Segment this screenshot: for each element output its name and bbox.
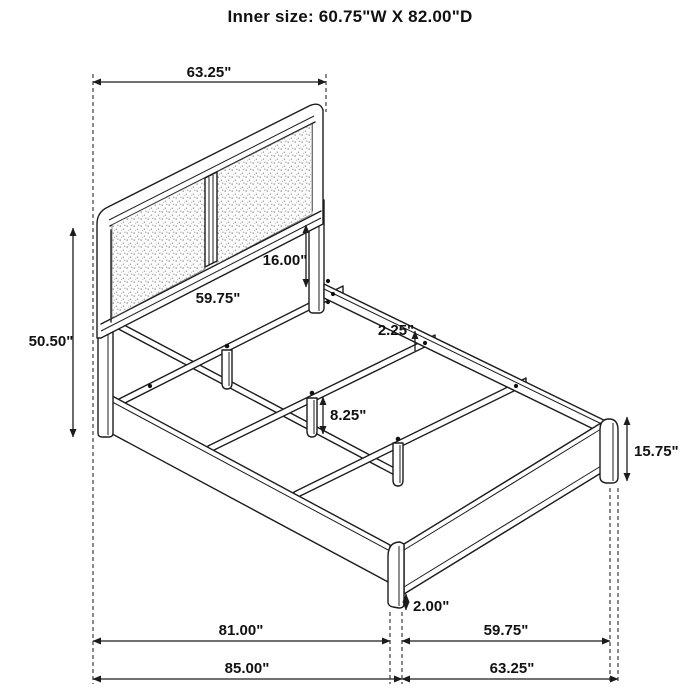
dim-label-inner-depth: 81.00" xyxy=(218,622,264,639)
inner-size-title: Inner size: 60.75"W X 82.00"D xyxy=(227,7,473,26)
dim-foot-leg-clearance xyxy=(406,594,449,615)
dim-headboard-width-top xyxy=(93,64,326,82)
footboard-panel xyxy=(404,423,601,594)
dim-headboard-inner-width xyxy=(196,290,241,307)
dim-footboard-inner-width xyxy=(402,622,610,641)
headboard-center-stile xyxy=(205,172,217,267)
dim-inner-depth xyxy=(93,622,390,641)
dim-label-foot-leg-clearance: 2.00" xyxy=(413,598,450,615)
center-support-leg-1 xyxy=(222,350,232,389)
dim-label-footboard-outer-width: 63.25" xyxy=(489,660,535,677)
dim-label-headboard-width: 63.25" xyxy=(186,64,232,81)
dim-label-headboard-inner-width: 59.75" xyxy=(195,290,241,307)
dim-label-footboard-height: 15.75" xyxy=(634,443,679,460)
dim-label-panel-to-rail: 16.00" xyxy=(262,252,308,269)
footboard-right-post xyxy=(600,419,618,483)
dim-label-center-leg-height: 8.25" xyxy=(330,407,367,424)
center-support-leg-3 xyxy=(393,443,403,486)
dim-footboard-outer-width xyxy=(402,660,618,679)
dim-label-headboard-height: 50.50" xyxy=(28,333,74,350)
dim-label-outer-depth: 85.00" xyxy=(224,660,270,677)
dim-side-rail-height xyxy=(378,322,415,351)
dim-label-side-rail-height: 2.25" xyxy=(377,322,415,339)
dim-center-leg-height xyxy=(323,397,366,434)
right-side-rail xyxy=(324,284,614,439)
dim-label-footboard-inner-width: 59.75" xyxy=(483,622,529,639)
footboard xyxy=(388,419,618,608)
dim-outer-depth xyxy=(93,660,402,679)
dim-footboard-height xyxy=(627,417,679,481)
dim-headboard-height xyxy=(29,228,74,437)
footboard-front-post xyxy=(388,542,404,608)
center-support-leg-2 xyxy=(307,398,317,437)
